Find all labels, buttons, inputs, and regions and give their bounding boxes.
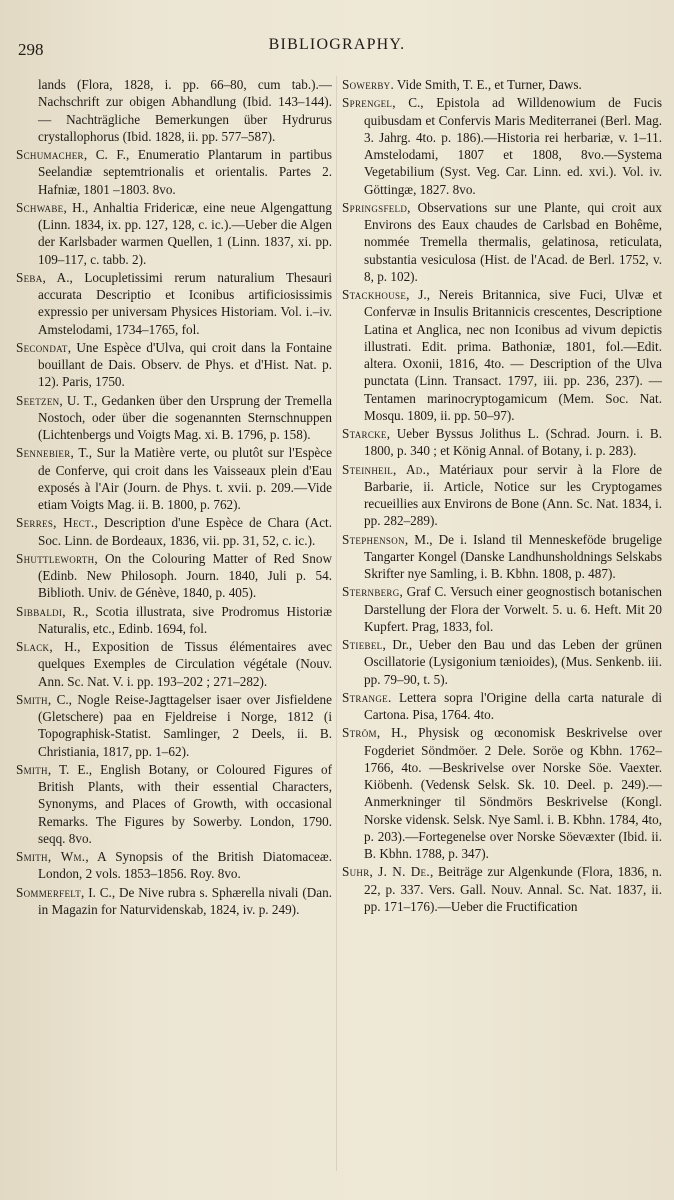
bibliography-entry (342, 636, 662, 688)
entry-text: , C., Nogle Reise-Jagttagelser isaer over Jisfieldene (Gletschere) paa en Fjeldreise i Norge, 1812 (i Topographisk-Statist. Samlinger, 2 Deels, ii. B. Christiania, 1817, pp. 1–62). (38, 691, 332, 759)
entry-author: Sprengel (342, 95, 393, 111)
bibliography-entry (16, 638, 332, 690)
bibliography-entry (16, 761, 332, 847)
bibliography-entry (342, 531, 662, 583)
bibliography-entry (16, 199, 332, 268)
bibliography-entry (16, 550, 332, 602)
entry-text: , Matériaux pour servir à la Flore de Barbarie, ii. Article, Notice sur les Cryptogames recueillies aux Environs de Bone (Ann. Sc. Nat. 1834, i. pp. 282–289). (364, 461, 662, 529)
entry-text: , Observations sur une Plante, qui croit aux Environs des Eaux chaudes de Carlsbad en Bohême, nommée Tremella thermalis, gelatinosa, reticulata, substantia vesiculosa (Hist. de l'Acad. de Berl. 1752, v. 8, p. 102). (364, 199, 662, 284)
entry-author: Sternberg (342, 584, 400, 600)
entry-author: Ström (342, 725, 377, 741)
bibliography-entry-continued (16, 76, 332, 145)
entry-author: Secondat (16, 339, 68, 355)
bibliography-entry (342, 583, 662, 635)
entry-author: Smith (16, 761, 48, 777)
bibliography-entry (16, 392, 332, 444)
bibliography-entry (342, 76, 662, 93)
entry-text: , M., De i. Island til Menneskeföde brugelige Tangarter Kongel (Danske Landhunsholdnings Selskabs Skrifter nye Samling, i. B. Kbhn. 1808, p. 487). (364, 531, 662, 581)
bibliography-entry (342, 724, 662, 862)
bibliography-entry (16, 444, 332, 513)
entry-text: , Ueber Byssus Jolithus L. (Schrad. Journ. i. B. 1800, p. 340 ; et König Annal. of Botany, i. p. 283). (364, 426, 662, 459)
bibliography-entry (342, 286, 662, 424)
entry-author: Smith (16, 691, 48, 707)
entry-text: . Vide Smith, T. E., et Turner, Daws. (390, 77, 582, 92)
entry-text: . Lettera sopra l'Origine della carta naturale di Cartona. Pisa, 1764. 4to. (364, 689, 662, 722)
entry-text: , Beiträge zur Algenkunde (Flora, 1836, n. 22, p. 337. Vers. Gall. Nouv. Annal. Sc. Nat. 1837, ii. pp. 171–176).—Ueber die Fructification (364, 864, 663, 914)
entry-author: Seba (16, 269, 43, 285)
entry-text: , Graf C. Versuch einer geognostisch botanischen Darstellung der Flora der Vorwelt. 5. u. 6. Heft. Mit 20 Kupfert. Prag, 1833, fol. (364, 584, 662, 634)
entry-text: , T., Sur la Matière verte, ou plutôt sur l'Espèce de Conferve, qui croit dans les Vaisseaux plein d'Eau exposés à l'Air (Journ. de Phys. t. xvii. p. 209.—Vide etiam Voigts Mag. ii. B. 1800, p. 762). (38, 445, 332, 512)
entry-author: Sennebier (16, 445, 71, 461)
entry-author: Springsfeld (342, 199, 408, 215)
bibliography-entry (342, 863, 662, 915)
bibliography-entry (16, 269, 332, 338)
entry-text: , U. T., Gedanken über den Ursprung der Tremella Nostoch, oder über die sogenannten Sternschnuppen (Lichtenbergs und Voigts Mag. xi. B. 1796, p. 158). (38, 392, 332, 442)
entry-text: , J., Nereis Britannica, sive Fuci, Ulvæ et Confervæ in Insulis Britannicis crescentes, Descriptione Latina et Anglica, nec non Iconibus ad vivum depictis illustrati. Edit. prima. Bathoniæ, 1801, fol.—Edit. altera. Oxonii, 1816, 4to. — Description of the Ulva punctata (Linn. Transact. 1797, iii. pp. 236, 237). — Tentamen marinocryptogamicum (Mem. Soc. Nat. Mosqu. 1809, ii. pp. 50–97). (364, 287, 662, 423)
bibliography-entry (342, 689, 662, 724)
bibliography-entry (16, 884, 332, 919)
entry-text: , Une Espèce d'Ulva, qui croit dans la Fontaine bouillant de Dais. Observ. de Phys. et d'Hist. Nat. p. 12). Paris, 1750. (38, 339, 332, 390)
entry-text: , H., Exposition de Tissus élémentaires avec quelques Exemples de Circulation végétale (Nouv. Ann. Sc. Nat. V. i. pp. 193–202 ; 271–282). (38, 639, 332, 689)
entry-text: , H., Physisk og œconomisk Beskrivelse over Fogderiet Söndmöer. 2 Dele. Soröe og Kbhn. 1762–1766, 4to. —Beskrivelse over Norske Söe. Vaexter. Kiöbenh. (Vedensk Selsk. Sk. 10. Deel. p. 249).—Anmerkninger til Söndmörs Beskrivelse (Kongl. Norske vidensk. Selsk. Nye Saml. i. B. Kbhn. 1784, 4to, p. 203).—Fortegenelse over Norske Söevæxter (Ibid. ii. B. Kbhn. 1788, p. 347). (364, 725, 662, 861)
entry-author: Seetzen (16, 392, 60, 408)
entry-author: Stackhouse (342, 287, 407, 302)
column-divider (336, 76, 337, 1171)
bibliography-entry (16, 514, 332, 549)
page-header (18, 30, 656, 59)
bibliography-entry (16, 603, 332, 638)
entry-author: Serres, Hect. (16, 515, 95, 531)
entry-text: lands (Flora, 1828, i. pp. 66–80, cum tab.).—Nachschrift zur obigen Abhandlung (Ibid. 143–144). — Nachträgliche Bemerkungen über Hydrurus crystallophorus (Ibid. 1828, ii. pp. 577–587). (38, 77, 332, 144)
bibliography-entry (16, 146, 332, 198)
entry-text: , A Synopsis of the British Diatomaceæ. London, 2 vols. 1853–1856. Roy. 8vo. (38, 849, 332, 882)
entry-text: , Description d'une Espèce de Chara (Act. Soc. Linn. de Bordeaux, 1836, vii. pp. 31, 52, c. ic.). (38, 515, 333, 548)
entry-author: Stiebel (342, 637, 383, 652)
entry-author: Sommerfelt (16, 884, 82, 900)
entry-author: Starcke (342, 426, 387, 441)
bibliography-entry (342, 94, 662, 198)
entry-author: Smith, Wm. (16, 849, 86, 864)
running-head: BIBLIOGRAPHY. (268, 36, 406, 53)
left-column (16, 76, 332, 919)
entry-author: Schwabe (16, 199, 64, 215)
entry-text: , H., Anhaltia Fridericæ, eine neue Algengattung (Linn. 1834, ix. pp. 127, 128, c. ic.).—Ueber die Algen der Karlsbader warmen Quellen, 1 (Linn. 1837, xi. pp. 109–117, c. tabb. 2). (38, 199, 332, 267)
entry-text: , Dr., Ueber den Bau und das Leben der grünen Oscillatorie (Lysigonium tænioides), (Mus. Senkenb. iii. pp. 79–90, t. 5). (364, 637, 662, 687)
bibliography-entry (16, 339, 332, 391)
entry-author: Sibbaldi (16, 603, 63, 619)
entry-author: Sowerby (342, 77, 391, 92)
bibliography-entry (342, 461, 662, 530)
entry-author: Strange (342, 689, 388, 705)
entry-text: , I. C., De Nive rubra s. Sphærella nivali (Dan. in Magazin for Naturvidenskab, 1824, iv. p. 249). (38, 884, 332, 917)
entry-author: Suhr, J. N. De. (342, 864, 430, 880)
entry-author: Stephenson (342, 531, 405, 547)
entry-text: , A., Locupletissimi rerum naturalium Thesauri accurata Descriptio et Iconibus artificiosissimis expressio per universam Physices Historiam. Vol. i.–iv. Amstelodami, 1734–1765, fol. (38, 269, 332, 337)
bibliography-entry (16, 848, 332, 883)
bibliography-entry (342, 425, 662, 460)
entry-text: , T. E., English Botany, or Coloured Figures of British Plants, with their essential Characters, Synonyms, and Places of Growth, with occasional Remarks. The Figures by Sowerby. London, 1790. seqq. 8vo. (38, 761, 332, 846)
entry-author: Schumacher (16, 147, 84, 162)
right-column (342, 76, 662, 916)
entry-text: , C. F., Enumeratio Plantarum in partibus Seelandiæ septemtrionalis et orientalis. Partes 2. Hafniæ, 1801 –1803. 8vo. (38, 147, 332, 197)
entry-text: , R., Scotia illustrata, sive Prodromus Historiæ Naturalis, etc., Edinb. 1694, fol. (38, 603, 332, 636)
entry-author: Steinheil, Ad. (342, 461, 427, 477)
bibliography-entry (16, 691, 332, 760)
page-number: 298 (18, 40, 44, 59)
entry-author: Shuttleworth (16, 550, 95, 566)
bibliography-entry (342, 199, 662, 285)
entry-author: Slack (16, 639, 50, 654)
entry-text: , On the Colouring Matter of Red Snow (Edinb. New Philosoph. Journ. 1840, Juli p. 54. Biblioth. Univ. de Génève, 1840, p. 405). (38, 550, 332, 601)
entry-text: , C., Epistola ad Willdenowium de Fucis quibusdam et Confervis Maris Mediterranei (Berl. Mag. 3. Jahrg. 4to. p. 186).—Historia rei herbariæ, v. 1–11. Amstelodami, 1807 et 1808, 8vo.—Systema Vegetabilium (Syst. Veg. Car. Linn. ed. xvi.). Vol. iv. Göttingæ, 1827. 8vo. (364, 95, 662, 197)
